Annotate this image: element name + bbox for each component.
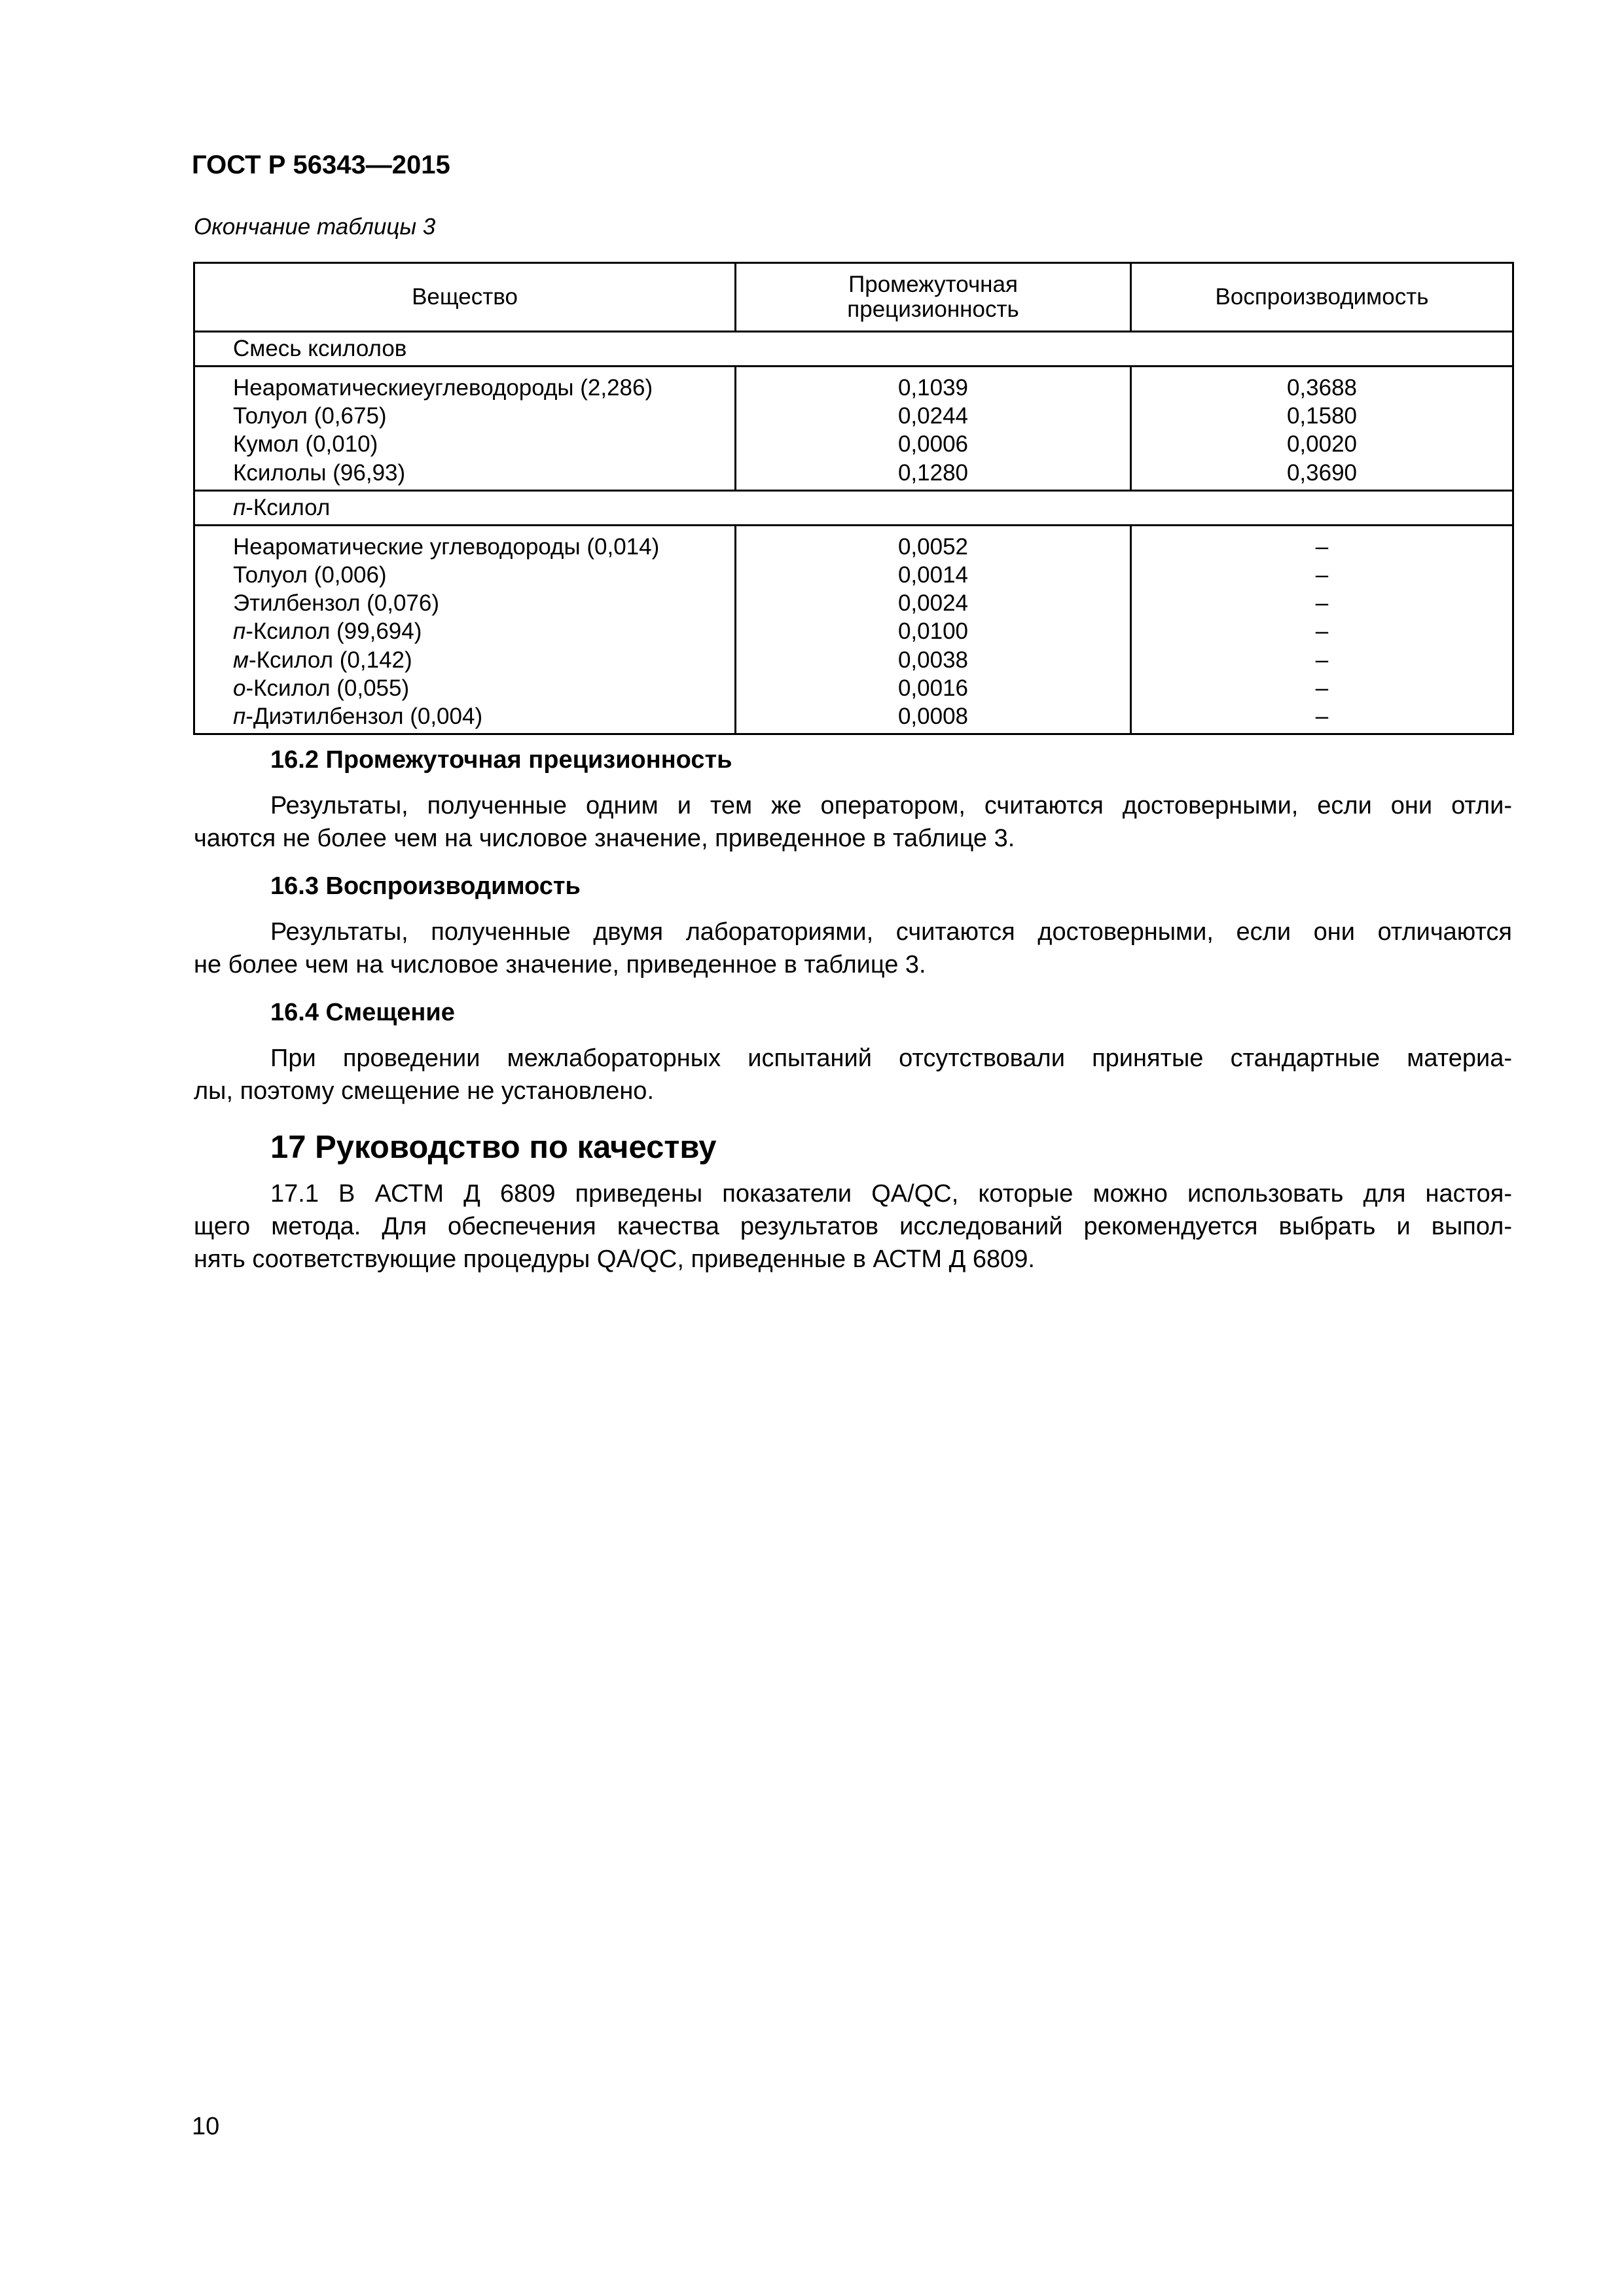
reproducibility-value: 0,1580 bbox=[1286, 403, 1358, 429]
substance-name bbox=[233, 617, 734, 645]
precision-value: 0,0014 bbox=[897, 562, 969, 588]
paragraph-line: 17.1 В АСТМ Д 6809 приведены показатели QA/QC, которые можно использовать для настоя- bbox=[270, 1180, 1512, 1208]
column-header-precision bbox=[736, 263, 1131, 332]
isomer-prefix: п bbox=[233, 704, 246, 730]
isomer-prefix: о bbox=[233, 675, 246, 701]
reproducibility-cell bbox=[1131, 525, 1513, 734]
group-header-row bbox=[194, 332, 1513, 367]
column-header-substance: Вещество bbox=[194, 263, 736, 332]
reproducibility-value: – bbox=[1315, 562, 1329, 588]
paragraph-line: нять соответствующие процедуры QA/QC, приведенные в АСТМ Д 6809. bbox=[194, 1246, 1035, 1273]
section-heading-16-4: 16.4 Смещение bbox=[270, 999, 455, 1026]
precision-cell bbox=[736, 367, 1131, 491]
paragraph-line: Результаты, полученные двумя лабораториями, считаются достоверными, если они отличаются bbox=[270, 918, 1512, 946]
reproducibility-value: – bbox=[1315, 533, 1329, 560]
reproducibility-value: – bbox=[1315, 619, 1329, 645]
group-data-row bbox=[194, 367, 1513, 491]
substance-name-text: -Ксилол (99,694) bbox=[245, 619, 422, 645]
precision-value: 0,0100 bbox=[897, 619, 969, 645]
precision-value: 0,0038 bbox=[897, 647, 969, 673]
substance-name: Толуол (0,675) bbox=[233, 403, 387, 429]
table-header-row bbox=[194, 263, 1513, 332]
page-number: 10 bbox=[192, 2113, 220, 2140]
reproducibility-value: – bbox=[1315, 675, 1329, 701]
substance-name: Неароматические углеводороды (0,014) bbox=[233, 533, 660, 560]
section-heading-16-3: 16.3 Воспроизводимость bbox=[270, 872, 581, 900]
substance-name: Кумол (0,010) bbox=[233, 431, 378, 457]
group-name: -Ксилол bbox=[245, 494, 331, 520]
substance-name-text: -Ксилол (0,055) bbox=[245, 675, 410, 701]
column-header-reproducibility: Воспроизводимость bbox=[1131, 263, 1513, 332]
substance-name bbox=[233, 646, 734, 674]
paragraph-line: не более чем на числовое значение, приведенное в таблице 3. bbox=[194, 951, 926, 978]
substance-name bbox=[233, 702, 734, 730]
precision-value: 0,1280 bbox=[897, 459, 969, 486]
substance-name: Ксилолы (96,93) bbox=[233, 459, 406, 486]
paragraph-line: При проведении межлабораторных испытаний отсутствовали принятые стандартные материа- bbox=[270, 1045, 1512, 1072]
substance-name: Толуол (0,006) bbox=[233, 562, 387, 588]
reproducibility-value: 0,3690 bbox=[1286, 459, 1358, 486]
paragraph-17-1 bbox=[194, 1177, 1512, 1276]
precision-cell bbox=[736, 525, 1131, 734]
group-header-xylene-mix: Смесь ксилолов bbox=[194, 332, 1513, 367]
column-header-precision-line: Промежуточная bbox=[848, 272, 1018, 297]
isomer-prefix: п bbox=[233, 494, 246, 520]
substance-name: Неароматическиеуглеводороды (2,286) bbox=[233, 375, 653, 401]
reproducibility-value: 0,3688 bbox=[1286, 375, 1358, 401]
section-heading-17: 17 Руководство по качеству bbox=[270, 1130, 717, 1165]
paragraph-line: чаются не более чем на числовое значение, приведенное в таблице 3. bbox=[194, 825, 1015, 852]
group-header-row bbox=[194, 490, 1513, 525]
substance-cell bbox=[194, 525, 736, 734]
precision-value: 0,0008 bbox=[897, 704, 969, 730]
column-header-precision-line: прецизионность bbox=[847, 296, 1019, 322]
reproducibility-cell bbox=[1131, 367, 1513, 491]
reproducibility-value: 0,0020 bbox=[1286, 431, 1358, 457]
precision-value: 0,0244 bbox=[897, 403, 969, 429]
precision-table bbox=[193, 262, 1514, 735]
substance-name: Этилбензол (0,076) bbox=[233, 590, 439, 617]
precision-value: 0,0024 bbox=[897, 590, 969, 617]
isomer-prefix: п bbox=[233, 619, 246, 645]
paragraph-line: щего метода. Для обеспечения качества результатов исследований рекомендуется выбрать и выпол- bbox=[194, 1213, 1512, 1240]
reproducibility-value: – bbox=[1315, 647, 1329, 673]
document-code: ГОСТ Р 56343—2015 bbox=[192, 151, 450, 179]
paragraph-line: Результаты, полученные одним и тем же оператором, считаются достоверными, если они отли- bbox=[270, 792, 1512, 819]
paragraph-line: лы, поэтому смещение не установлено. bbox=[194, 1077, 654, 1105]
reproducibility-value: – bbox=[1315, 704, 1329, 730]
precision-value: 0,0052 bbox=[897, 533, 969, 560]
table-caption: Окончание таблицы 3 bbox=[194, 214, 436, 240]
section-heading-16-2: 16.2 Промежуточная прецизионность bbox=[270, 746, 732, 774]
precision-value: 0,1039 bbox=[897, 375, 969, 401]
isomer-prefix: м bbox=[233, 647, 249, 673]
precision-value: 0,0006 bbox=[897, 431, 969, 457]
precision-value: 0,0016 bbox=[897, 675, 969, 701]
substance-cell bbox=[194, 367, 736, 491]
substance-name-text: -Диэтилбензол (0,004) bbox=[245, 704, 483, 730]
substance-name bbox=[233, 674, 734, 702]
reproducibility-value: – bbox=[1315, 590, 1329, 617]
group-header-p-xylene bbox=[194, 490, 1513, 525]
paragraph-16-3 bbox=[194, 916, 1512, 981]
paragraph-16-4 bbox=[194, 1042, 1512, 1107]
group-data-row bbox=[194, 525, 1513, 734]
paragraph-16-2 bbox=[194, 789, 1512, 855]
substance-name-text: -Ксилол (0,142) bbox=[249, 647, 412, 673]
